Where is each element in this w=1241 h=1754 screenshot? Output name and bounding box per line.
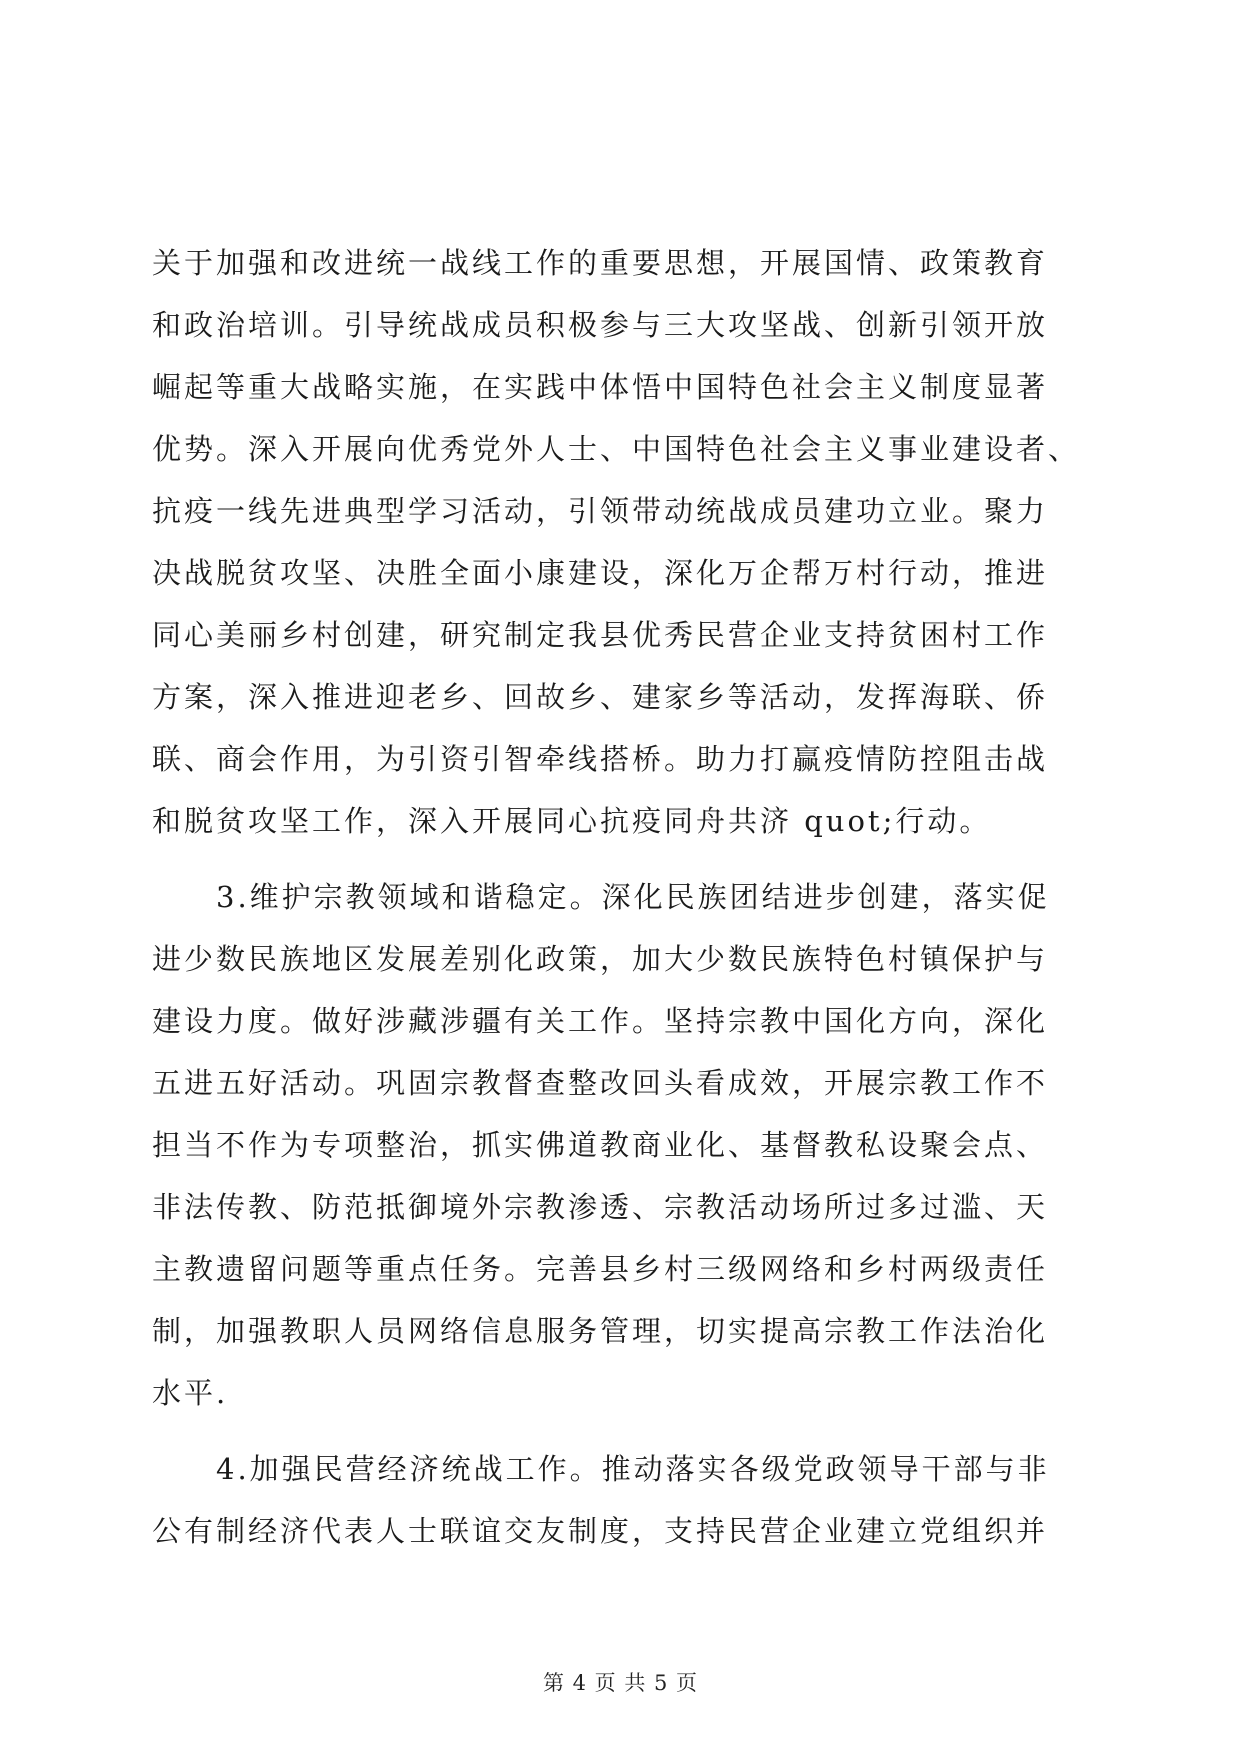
text-line: 优势。深入开展向优秀党外人士、中国特色社会主义事业建设者、 [152,432,1081,466]
paragraph-gap [152,1424,1088,1438]
text-line: 4.加强民营经济统战工作。推动落实各级党政领导干部与非 [152,1452,1050,1486]
text-line: 担当不作为专项整治，抓实佛道教商业化、基督教私设聚会点、 [152,1128,1049,1162]
page-number: 第 4 页 共 5 页 [542,1671,699,1695]
text-line: 公有制经济代表人士联谊交友制度，支持民营企业建立党组织并 [152,1514,1049,1548]
text-line: 进少数民族地区发展差别化政策，加大少数民族特色村镇保护与 [152,942,1049,976]
text-line: 关于加强和改进统一战线工作的重要思想，开展国情、政策教育 [152,246,1049,280]
text-line: 和政治培训。引导统战成员积极参与三大攻坚战、创新引领开放 [152,308,1049,342]
text-line: 抗疫一线先进典型学习活动，引领带动统战成员建功立业。聚力 [152,494,1049,528]
text-line: 联、商会作用，为引资引智牵线搭桥。助力打赢疫情防控阻击战 [152,742,1049,776]
text-line: 水平. [152,1376,229,1410]
text-line: 制，加强教职人员网络信息服务管理，切实提高宗教工作法治化 [152,1314,1049,1348]
text-line: 五进五好活动。巩固宗教督查整改回头看成效，开展宗教工作不 [152,1066,1049,1100]
document-body [152,232,1088,1562]
text-line: 和脱贫攻坚工作，深入开展同心抗疫同舟共济 quot;行动。 [152,804,992,838]
text-line: 方案，深入推进迎老乡、回故乡、建家乡等活动，发挥海联、侨 [152,680,1049,714]
text-line: 崛起等重大战略实施，在实践中体悟中国特色社会主义制度显著 [152,370,1049,404]
text-line: 非法传教、防范抵御境外宗教渗透、宗教活动场所过多过滥、天 [152,1190,1049,1224]
text-line: 决战脱贫攻坚、决胜全面小康建设，深化万企帮万村行动，推进 [152,556,1049,590]
text-line: 主教遗留问题等重点任务。完善县乡村三级网络和乡村两级责任 [152,1252,1049,1286]
paragraph-gap [152,852,1088,866]
text-line: 建设力度。做好涉藏涉疆有关工作。坚持宗教中国化方向，深化 [152,1004,1049,1038]
text-line: 3.维护宗教领域和谐稳定。深化民族团结进步创建，落实促 [152,880,1050,914]
text-line: 同心美丽乡村创建，研究制定我县优秀民营企业支持贫困村工作 [152,618,1049,652]
